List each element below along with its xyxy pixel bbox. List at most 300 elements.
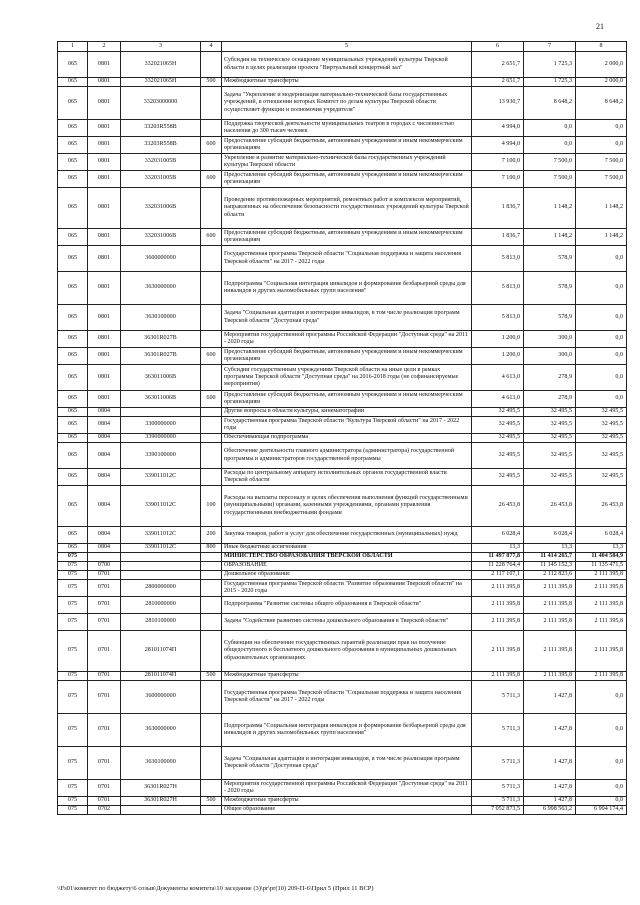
cell-description: Мероприятия государственной программы Российской Федерации "Доступная среда" на 2011 - 2020 годы [222, 780, 472, 797]
cell-col-3: 2810000000 [121, 597, 201, 614]
cell-value-2: 7 500,0 [524, 171, 576, 188]
cell-col-2: 0701 [88, 631, 121, 672]
cell-col-1: 065 [58, 272, 88, 305]
cell-col-2: 0801 [88, 120, 121, 137]
cell-value-1: 1 836,7 [472, 229, 524, 246]
cell-col-4 [201, 714, 222, 747]
cell-col-1: 065 [58, 229, 88, 246]
cell-value-1: 5 711,3 [472, 797, 524, 806]
cell-value-3: 0,0 [576, 272, 627, 305]
cell-col-1: 065 [58, 246, 88, 272]
cell-col-3 [121, 571, 201, 580]
cell-col-2: 0801 [88, 188, 121, 229]
cell-col-3: 281011074П [121, 631, 201, 672]
table-row [58, 571, 627, 580]
table-row [58, 331, 627, 348]
cell-col-1: 065 [58, 469, 88, 486]
cell-value-3: 32 495,5 [576, 408, 627, 417]
cell-value-2: 1 427,8 [524, 747, 576, 780]
cell-col-1: 075 [58, 614, 88, 631]
cell-col-3: 332031005B [121, 171, 201, 188]
cell-col-1: 075 [58, 797, 88, 806]
cell-value-3: 8 648,2 [576, 87, 627, 120]
cell-col-4 [201, 571, 222, 580]
cell-col-4 [201, 417, 222, 434]
cell-col-2: 0801 [88, 229, 121, 246]
cell-col-4: 600 [201, 229, 222, 246]
cell-value-1: 2 651,7 [472, 52, 524, 78]
cell-col-4 [201, 780, 222, 797]
cell-value-1: 11 497 877,8 [472, 553, 524, 562]
cell-value-3: 2 111 395,8 [576, 580, 627, 597]
cell-col-4: 500 [201, 672, 222, 681]
cell-value-3: 1 148,2 [576, 229, 627, 246]
cell-value-1: 5 711,3 [472, 681, 524, 714]
footer-file-path: \\Fs01\комитет по бюджету\6 созыв\Документы комитета\10 заседание (3)\pr\pr(10) 209-П-6\Прил 5 (Прил 11 ВСР) [57, 885, 374, 892]
cell-value-2: 32 495,5 [524, 434, 576, 443]
cell-value-1: 1 200,0 [472, 331, 524, 348]
budget-table-container [57, 41, 626, 815]
header-col-6: 6 [472, 42, 524, 52]
cell-col-4 [201, 553, 222, 562]
cell-value-3: 32 495,5 [576, 469, 627, 486]
cell-value-2: 1 427,8 [524, 780, 576, 797]
cell-description: Подпрограмма "Социальная интеграция инвалидов и формирование безбарьерной среды для инвалидов и других маломобильных групп населения" [222, 272, 472, 305]
cell-value-1: 2 111 395,8 [472, 597, 524, 614]
cell-col-2: 0804 [88, 408, 121, 417]
table-row [58, 597, 627, 614]
cell-col-4: 600 [201, 391, 222, 408]
cell-value-2: 32 495,5 [524, 443, 576, 469]
cell-value-3: 11 135 471,5 [576, 562, 627, 571]
cell-description: Предоставление субсидий бюджетным, автономным учреждениям и иным некоммерческим организациям [222, 348, 472, 365]
cell-col-3: 3630000000 [121, 714, 201, 747]
cell-description: Расходы на выплаты персоналу в целях обеспечения выполнения функций государственными (муниципальными) органами, казенными учреждениями, органами управления государственными внебюджетными фондами [222, 486, 472, 527]
cell-description: Обеспечение деятельности главного администратора (администратора) государственной программы и администраторов государственной программы [222, 443, 472, 469]
cell-value-1: 7 100,0 [472, 154, 524, 171]
cell-col-1: 065 [58, 365, 88, 391]
cell-col-2: 0801 [88, 171, 121, 188]
cell-value-2: 1 148,2 [524, 188, 576, 229]
cell-col-2: 0701 [88, 597, 121, 614]
cell-col-3: 339011012C [121, 544, 201, 553]
cell-value-3: 7 500,0 [576, 154, 627, 171]
cell-value-1: 5 711,3 [472, 780, 524, 797]
cell-col-2: 0702 [88, 806, 121, 815]
header-col-5: 5 [222, 42, 472, 52]
cell-col-4 [201, 631, 222, 672]
cell-col-3: 3630100000 [121, 747, 201, 780]
table-row [58, 434, 627, 443]
cell-col-2: 0801 [88, 87, 121, 120]
cell-col-1: 075 [58, 553, 88, 562]
cell-col-4: 600 [201, 348, 222, 365]
cell-value-1: 32 495,5 [472, 417, 524, 434]
cell-col-1: 075 [58, 806, 88, 815]
cell-col-3: 332031005B [121, 154, 201, 171]
cell-value-3: 0,0 [576, 391, 627, 408]
cell-col-3: 332031006B [121, 188, 201, 229]
cell-value-2: 6 998 563,2 [524, 806, 576, 815]
table-row [58, 137, 627, 154]
cell-col-3: 3300000000 [121, 417, 201, 434]
cell-col-3: 36301R027B [121, 331, 201, 348]
cell-col-1: 075 [58, 672, 88, 681]
cell-description: Межбюджетные трансферты [222, 78, 472, 87]
cell-value-2: 578,9 [524, 246, 576, 272]
cell-value-3: 32 495,5 [576, 434, 627, 443]
cell-value-3: 26 453,8 [576, 486, 627, 527]
cell-col-1: 065 [58, 52, 88, 78]
cell-col-2: 0701 [88, 614, 121, 631]
header-col-8: 8 [576, 42, 627, 52]
cell-description: Иные бюджетные ассигнования [222, 544, 472, 553]
table-row [58, 780, 627, 797]
cell-description: Субсидии государственным учреждениям Тверской области на иные цели в рамках программы Тверской области "Доступная среда" на 2016-2018 годы (не софинансируемые мероприятия) [222, 365, 472, 391]
cell-value-1: 2 111 395,8 [472, 631, 524, 672]
cell-value-2: 278,9 [524, 391, 576, 408]
cell-value-1: 7 100,0 [472, 171, 524, 188]
cell-col-4: 600 [201, 171, 222, 188]
cell-description: Мероприятия государственной программы Российской Федерации "Доступная среда" на 2011 - 2020 годы [222, 331, 472, 348]
cell-value-2: 1 148,2 [524, 229, 576, 246]
header-col-4: 4 [201, 42, 222, 52]
cell-description: Закупка товаров, работ и услуг для обеспечения государственных (муниципальных) нужд [222, 527, 472, 544]
table-row [58, 443, 627, 469]
cell-value-2: 32 495,5 [524, 408, 576, 417]
cell-col-1: 075 [58, 681, 88, 714]
cell-col-2: 0804 [88, 443, 121, 469]
cell-value-1: 13 930,7 [472, 87, 524, 120]
cell-col-1: 065 [58, 188, 88, 229]
cell-col-3: 281011074П [121, 672, 201, 681]
cell-col-2: 0801 [88, 154, 121, 171]
cell-col-1: 065 [58, 78, 88, 87]
cell-col-3: 36301R027B [121, 348, 201, 365]
cell-value-1: 5 711,3 [472, 747, 524, 780]
cell-col-2: 0801 [88, 305, 121, 331]
table-row [58, 672, 627, 681]
table-row [58, 188, 627, 229]
cell-col-1: 065 [58, 443, 88, 469]
cell-col-4 [201, 272, 222, 305]
cell-col-4: 500 [201, 797, 222, 806]
cell-description: Государственная программа Тверской области "Социальная поддержка и защита населения Тверской области" на 2017 - 2022 годы [222, 681, 472, 714]
cell-col-1: 065 [58, 486, 88, 527]
cell-col-1: 075 [58, 631, 88, 672]
cell-col-1: 065 [58, 348, 88, 365]
cell-description: Укрепление и развитие материально-технической базы государственных учреждений культуры Тверской области [222, 154, 472, 171]
cell-value-3: 0,0 [576, 120, 627, 137]
cell-value-1: 2 111 395,8 [472, 672, 524, 681]
cell-col-1: 065 [58, 120, 88, 137]
cell-value-1: 26 453,8 [472, 486, 524, 527]
cell-description: Государственная программа Тверской области "Социальная поддержка и защита населения Тверской области" на 2017 - 2022 годы [222, 246, 472, 272]
cell-col-2: 0801 [88, 272, 121, 305]
cell-value-1: 6 028,4 [472, 527, 524, 544]
cell-value-1: 2 651,7 [472, 78, 524, 87]
cell-description: Межбюджетные трансферты [222, 672, 472, 681]
cell-description: Подпрограмма "Развитие системы общего образования в Тверской области" [222, 597, 472, 614]
cell-value-3: 0,0 [576, 348, 627, 365]
cell-col-3 [121, 408, 201, 417]
cell-col-2: 0701 [88, 571, 121, 580]
cell-value-2: 278,9 [524, 365, 576, 391]
cell-col-2: 0804 [88, 544, 121, 553]
cell-col-2: 0701 [88, 672, 121, 681]
cell-col-3: 3390100000 [121, 443, 201, 469]
cell-description: Предоставление субсидий бюджетным, автономным учреждениям и иным некоммерческим организациям [222, 137, 472, 154]
cell-value-2: 0,0 [524, 120, 576, 137]
cell-value-1: 1 836,7 [472, 188, 524, 229]
cell-col-2: 0804 [88, 434, 121, 443]
cell-col-4: 800 [201, 544, 222, 553]
table-row [58, 614, 627, 631]
cell-value-3: 11 404 584,9 [576, 553, 627, 562]
cell-col-2: 0700 [88, 562, 121, 571]
page-number: 21 [596, 22, 604, 31]
cell-value-2: 300,0 [524, 331, 576, 348]
cell-value-2: 11 145 152,3 [524, 562, 576, 571]
cell-value-3: 2 111 395,8 [576, 571, 627, 580]
cell-description: Предоставление субсидий бюджетным, автономным учреждениям и иным некоммерческим организациям [222, 171, 472, 188]
cell-value-1: 4 613,0 [472, 365, 524, 391]
cell-value-2: 32 495,5 [524, 469, 576, 486]
table-row [58, 681, 627, 714]
cell-value-3: 0,0 [576, 797, 627, 806]
cell-value-1: 5 813,0 [472, 246, 524, 272]
cell-value-1: 13,3 [472, 544, 524, 553]
cell-col-2: 0801 [88, 246, 121, 272]
cell-value-1: 32 495,5 [472, 469, 524, 486]
cell-value-1: 1 200,0 [472, 348, 524, 365]
cell-col-3: 33203R558B [121, 137, 201, 154]
cell-col-3: 3630100000 [121, 305, 201, 331]
cell-description: ОБРАЗОВАНИЕ [222, 562, 472, 571]
cell-value-2: 2 111 395,8 [524, 580, 576, 597]
cell-col-2: 0801 [88, 391, 121, 408]
cell-value-1: 32 495,5 [472, 408, 524, 417]
table-row [58, 562, 627, 571]
table-row [58, 391, 627, 408]
cell-col-4 [201, 597, 222, 614]
cell-value-1: 5 813,0 [472, 272, 524, 305]
cell-col-1: 075 [58, 562, 88, 571]
cell-col-2: 0701 [88, 580, 121, 597]
cell-col-4 [201, 562, 222, 571]
cell-value-2: 13,3 [524, 544, 576, 553]
cell-col-3: 3600000000 [121, 246, 201, 272]
cell-value-3: 0,0 [576, 331, 627, 348]
cell-col-4 [201, 365, 222, 391]
cell-description: Субсидия на техническое оснащение муниципальных учреждений культуры Тверской области в целях реализации проекта "Виртуальный концертный зал" [222, 52, 472, 78]
cell-value-2: 26 453,8 [524, 486, 576, 527]
cell-value-2: 1 427,8 [524, 714, 576, 747]
cell-value-1: 4 613,0 [472, 391, 524, 408]
table-row [58, 87, 627, 120]
cell-value-1: 32 495,5 [472, 443, 524, 469]
cell-col-1: 065 [58, 417, 88, 434]
cell-col-2: 0701 [88, 797, 121, 806]
cell-value-3: 1 148,2 [576, 188, 627, 229]
cell-col-1: 065 [58, 434, 88, 443]
cell-col-4: 600 [201, 137, 222, 154]
cell-value-1: 4 994,0 [472, 137, 524, 154]
table-body [58, 52, 627, 815]
cell-col-4 [201, 52, 222, 78]
table-row [58, 408, 627, 417]
cell-value-2: 1 725,3 [524, 78, 576, 87]
cell-description: МИНИСТЕРСТВО ОБРАЗОВАНИЯ ТВЕРСКОЙ ОБЛАСТИ [222, 553, 472, 562]
cell-col-4 [201, 188, 222, 229]
cell-col-2: 0804 [88, 486, 121, 527]
cell-description: Межбюджетные трансферты [222, 797, 472, 806]
table-row [58, 580, 627, 597]
cell-col-3: 3630000000 [121, 272, 201, 305]
cell-col-1: 065 [58, 137, 88, 154]
cell-col-3: 3390000000 [121, 434, 201, 443]
cell-description: Задача "Социальная адаптация и интеграция инвалидов, в том числе реализация программ Тверской области "Доступная среда" [222, 747, 472, 780]
cell-value-3: 0,0 [576, 714, 627, 747]
cell-value-1: 11 228 764,4 [472, 562, 524, 571]
cell-col-1: 065 [58, 87, 88, 120]
cell-description: Расходы по центральному аппарату исполнительных органов государственной власти Тверской области [222, 469, 472, 486]
cell-col-3: 2810100000 [121, 614, 201, 631]
cell-col-1: 065 [58, 391, 88, 408]
cell-description: Задача "Содействие развитию системы дошкольного образования в Тверской области" [222, 614, 472, 631]
cell-col-1: 075 [58, 714, 88, 747]
cell-value-3: 0,0 [576, 365, 627, 391]
table-row [58, 171, 627, 188]
cell-value-2: 578,9 [524, 305, 576, 331]
cell-col-3: 332031006B [121, 229, 201, 246]
cell-description: Подпрограмма "Социальная интеграция инвалидов и формирование безбарьерной среды для инвалидов и других маломобильных групп населения" [222, 714, 472, 747]
table-row [58, 544, 627, 553]
cell-col-4 [201, 580, 222, 597]
cell-col-4 [201, 246, 222, 272]
cell-value-3: 0,0 [576, 246, 627, 272]
cell-value-2: 1 427,8 [524, 681, 576, 714]
cell-col-3: 339011012C [121, 469, 201, 486]
cell-col-4: 100 [201, 486, 222, 527]
cell-col-3: 363011006B [121, 391, 201, 408]
cell-description: Поддержка творческой деятельности муниципальных театров в городах с численностью населения до 300 тысяч человек [222, 120, 472, 137]
table-row [58, 486, 627, 527]
cell-col-3 [121, 553, 201, 562]
cell-col-4 [201, 154, 222, 171]
cell-value-3: 2 111 395,8 [576, 597, 627, 614]
cell-col-3: 33203R558B [121, 120, 201, 137]
cell-value-3: 2 111 395,8 [576, 672, 627, 681]
cell-value-3: 2 111 395,8 [576, 631, 627, 672]
cell-value-2: 2 111 395,8 [524, 672, 576, 681]
cell-value-3: 32 495,5 [576, 417, 627, 434]
cell-value-1: 5 711,3 [472, 714, 524, 747]
cell-description: Предоставление субсидий бюджетным, автономным учреждениям и иным некоммерческим организациям [222, 391, 472, 408]
cell-col-1: 065 [58, 154, 88, 171]
cell-col-2: 0801 [88, 331, 121, 348]
cell-col-2: 0701 [88, 681, 121, 714]
cell-col-2: 0801 [88, 52, 121, 78]
table-row [58, 797, 627, 806]
header-col-2: 2 [88, 42, 121, 52]
cell-value-2: 0,0 [524, 137, 576, 154]
table-row [58, 305, 627, 331]
cell-col-2: 0804 [88, 417, 121, 434]
cell-description: Субвенции на обеспечение государственных гарантий реализации прав на получение общедоступного и бесплатного дошкольного образования в муниципальных дошкольных образовательных организациях [222, 631, 472, 672]
cell-value-1: 2 117 107,1 [472, 571, 524, 580]
cell-value-3: 32 495,5 [576, 443, 627, 469]
cell-value-3: 13,3 [576, 544, 627, 553]
cell-col-4 [201, 806, 222, 815]
table-row [58, 246, 627, 272]
cell-description: Государственная программа Тверской области "Развитие образования Тверской области" на 2015 - 2020 годы [222, 580, 472, 597]
cell-col-1: 065 [58, 305, 88, 331]
cell-col-1: 075 [58, 571, 88, 580]
cell-value-3: 2 000,0 [576, 78, 627, 87]
budget-table [57, 41, 627, 815]
cell-value-1: 2 111 395,8 [472, 580, 524, 597]
cell-col-3 [121, 562, 201, 571]
cell-col-1: 065 [58, 171, 88, 188]
cell-col-1: 065 [58, 544, 88, 553]
cell-description: Обеспечивающая подпрограмма [222, 434, 472, 443]
cell-col-4 [201, 120, 222, 137]
cell-col-2: 0804 [88, 527, 121, 544]
header-col-3: 3 [121, 42, 201, 52]
cell-col-4 [201, 747, 222, 780]
cell-value-2: 2 112 823,6 [524, 571, 576, 580]
table-row [58, 747, 627, 780]
cell-col-4 [201, 614, 222, 631]
cell-col-3: 363011006B [121, 365, 201, 391]
cell-value-3: 0,0 [576, 681, 627, 714]
cell-value-3: 6 994 174,4 [576, 806, 627, 815]
cell-col-3: 2800000000 [121, 580, 201, 597]
cell-value-2: 300,0 [524, 348, 576, 365]
table-row [58, 348, 627, 365]
cell-description: Задача "Социальная адаптация и интеграция инвалидов, в том числе реализация программ Тверской области "Доступная среда" [222, 305, 472, 331]
table-row [58, 469, 627, 486]
cell-col-2: 0701 [88, 714, 121, 747]
cell-value-1: 7 052 873,5 [472, 806, 524, 815]
cell-col-3: 36301R027Н [121, 797, 201, 806]
table-row [58, 631, 627, 672]
cell-col-3 [121, 806, 201, 815]
cell-col-1: 075 [58, 597, 88, 614]
cell-value-3: 0,0 [576, 747, 627, 780]
cell-col-4 [201, 434, 222, 443]
cell-col-1: 075 [58, 747, 88, 780]
cell-value-3: 7 500,0 [576, 171, 627, 188]
cell-col-1: 065 [58, 331, 88, 348]
header-col-1: 1 [58, 42, 88, 52]
cell-value-2: 6 028,4 [524, 527, 576, 544]
cell-value-1: 2 111 395,8 [472, 614, 524, 631]
cell-value-3: 0,0 [576, 137, 627, 154]
header-col-7: 7 [524, 42, 576, 52]
table-row [58, 229, 627, 246]
cell-description: Дошкольное образование [222, 571, 472, 580]
cell-value-3: 0,0 [576, 305, 627, 331]
cell-col-4 [201, 469, 222, 486]
cell-description: Предоставление субсидий бюджетным, автономным учреждениям и иным некоммерческим организациям [222, 229, 472, 246]
cell-col-3: 36301R027Н [121, 780, 201, 797]
table-row [58, 272, 627, 305]
cell-value-1: 5 813,0 [472, 305, 524, 331]
cell-col-2: 0801 [88, 348, 121, 365]
cell-col-4 [201, 443, 222, 469]
